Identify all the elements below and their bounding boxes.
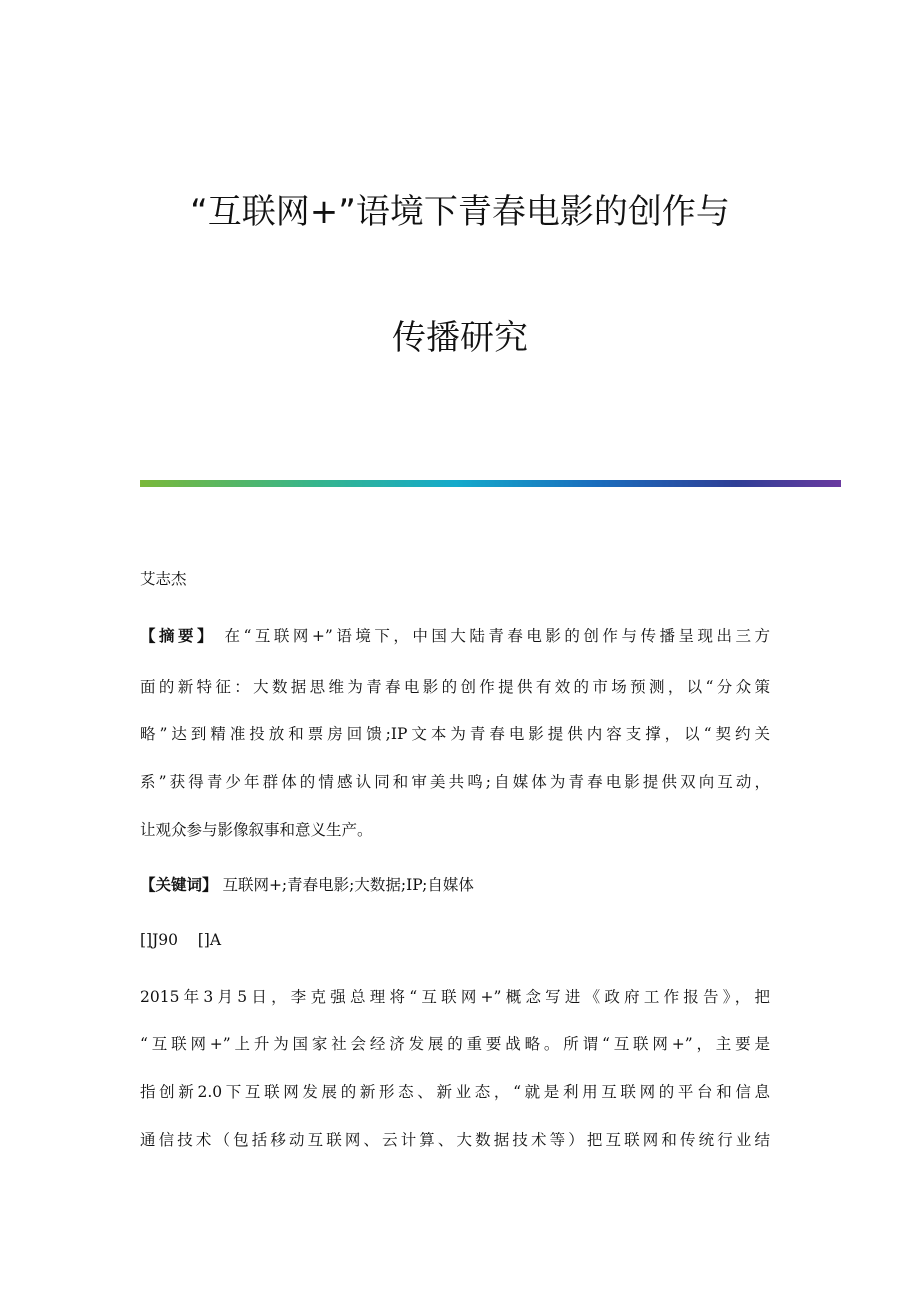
paper-title-line-2: 传播研究	[392, 318, 528, 358]
abstract-text-1: 在“互联网+”语境下，中国大陆青春电影的创作与传播呈现出三方	[216, 627, 770, 645]
keywords-label: 【关键词】	[140, 875, 218, 894]
abstract-line-5: 让观众参与影像叙事和意义生产。	[140, 821, 373, 839]
body-line-3: 指创新2.0下互联网发展的新形态、新业态，“就是利用互联网的平台和信息	[140, 1083, 770, 1101]
abstract-line-1	[140, 626, 770, 646]
abstract-line-2: 面的新特征：大数据思维为青春电影的创作提供有效的市场预测，以“分众策	[140, 678, 770, 696]
keywords-line	[140, 875, 770, 895]
body-line-4: 通信技术（包括移动互联网、云计算、大数据技术等）把互联网和传统行业结	[140, 1131, 770, 1149]
abstract-label: 【摘要】	[140, 626, 217, 645]
keywords-text: 互联网+;青春电影;大数据;IP;自媒体	[217, 876, 474, 894]
body-line-2: “互联网+”上升为国家社会经济发展的重要战略。所谓“互联网+”，主要是	[140, 1035, 770, 1053]
paper-title-line-1: “互联网+”语境下青春电影的创作与	[190, 192, 730, 232]
body-line-1: 2015年3月5日，李克强总理将“互联网+”概念写进《政府工作报告》，把	[140, 988, 770, 1006]
author-name: 艾志杰	[140, 570, 187, 588]
abstract-line-4: 系”获得青少年群体的情感认同和审美共鸣;自媒体为青春电影提供双向互动，	[140, 773, 770, 791]
abstract-line-3: 略”达到精准投放和票房回馈;IP文本为青春电影提供内容支撑，以“契约关	[140, 725, 770, 743]
classification-line: []J90 []A	[140, 931, 222, 949]
gradient-divider	[140, 480, 841, 487]
